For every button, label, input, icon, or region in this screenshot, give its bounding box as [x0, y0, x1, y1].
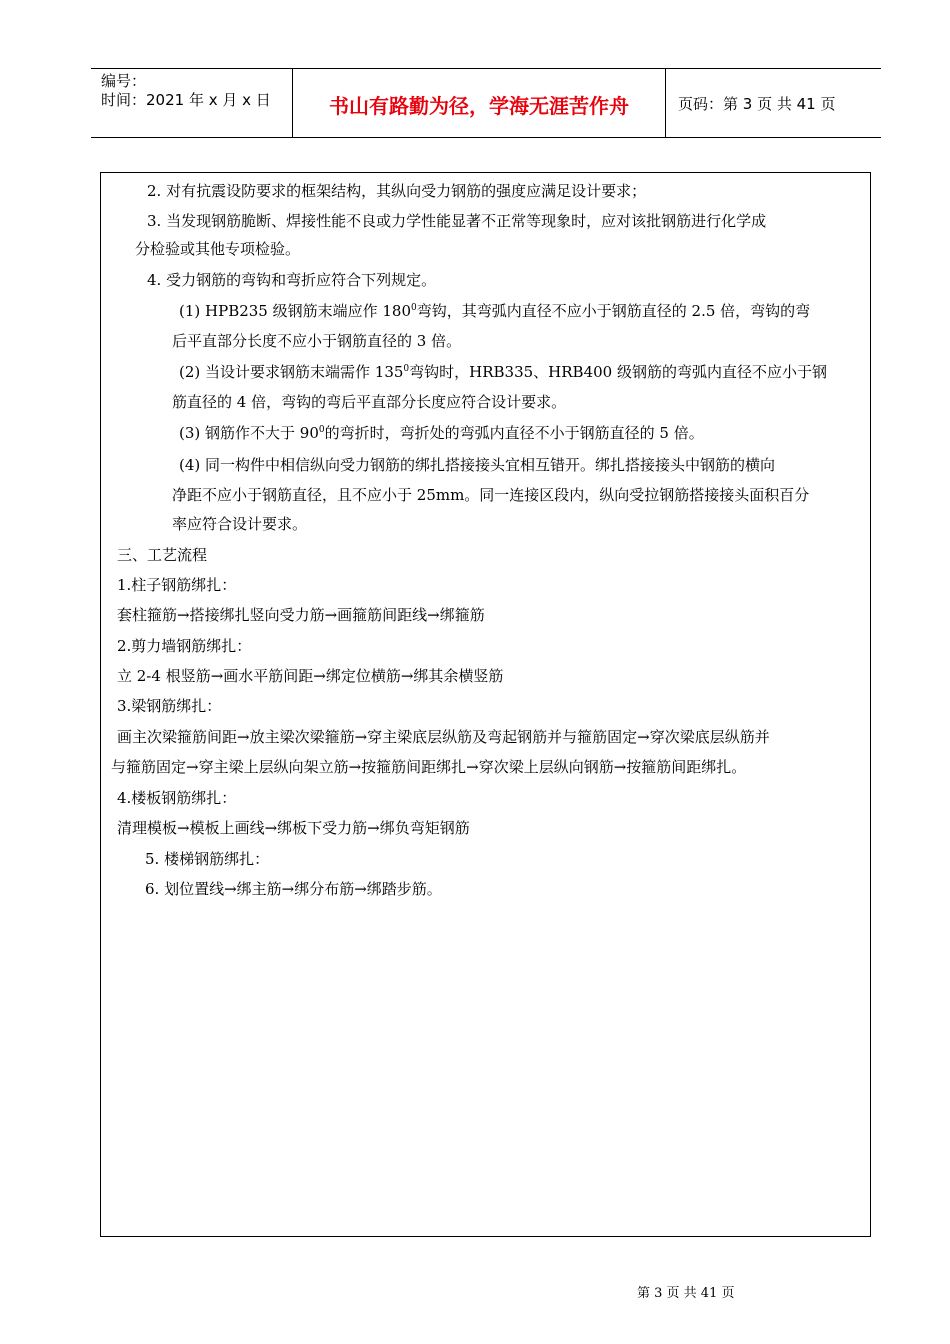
body-line: 筋直径的 4 倍，弯钩的弯后平直部分长度应符合设计要求。 — [172, 393, 567, 411]
body-line: 立 2-4 根竖筋→画水平筋间距→绑定位横筋→绑其余横竖筋 — [117, 667, 504, 685]
number-label: 编号： — [101, 72, 147, 90]
header-page-cell — [666, 69, 881, 137]
time-label: 时间：2021 年 x 月 x 日 — [101, 91, 271, 109]
body-line: (1) HPB235 级钢筋末端应作 $180^0$弯钩，其弯弧内直径不应小于钢筋直径的 2.5 倍，弯钩的弯 — [179, 302, 811, 320]
body-line: (3) 钢筋作不大于 $90^0$的弯折时，弯折处的弯弧内直径不小于钢筋直径的 5 倍。 — [179, 424, 704, 442]
body-line: 后平直部分长度不应小于钢筋直径的 3 倍。 — [172, 332, 462, 350]
body-line: 套柱箍筋→搭接绑扎竖向受力筋→画箍筋间距线→绑箍筋 — [117, 606, 485, 624]
header-motto-cell — [292, 69, 666, 137]
header-meta-cell — [91, 69, 292, 137]
body-line: 3. 当发现钢筋脆断、焊接性能不良或力学性能显著不正常等现象时，应对该批钢筋进行化学成 — [147, 212, 767, 230]
body-line: 2.剪力墙钢筋绑扎： — [117, 637, 252, 655]
body-line: 画主次梁箍筋间距→放主梁次梁箍筋→穿主梁底层纵筋及弯起钢筋并与箍筋固定→穿次梁底层纵筋并 — [117, 728, 770, 746]
body-line: 4. 受力钢筋的弯钩和弯折应符合下列规定。 — [147, 271, 437, 289]
body-line: 与箍筋固定→穿主梁上层纵向架立筋→按箍筋间距绑扎→穿次梁上层纵向钢筋→按箍筋间距绑扎。 — [111, 758, 747, 776]
page-code: 页码：第 3 页 共 41 页 — [678, 95, 836, 113]
body-line: 5. 楼梯钢筋绑扎： — [145, 850, 270, 868]
section-heading: 三、工艺流程 — [117, 546, 208, 564]
body-line: 2. 对有抗震设防要求的框架结构，其纵向受力钢筋的强度应满足设计要求； — [147, 182, 647, 200]
body-line: 净距不应小于钢筋直径，且不应小于 25mm。同一连接区段内，纵向受拉钢筋搭接接头面积百分 — [172, 486, 810, 504]
degree-sup: 0 — [403, 364, 410, 374]
body-line: 清理模板→模板上画线→绑板下受力筋→绑负弯矩钢筋 — [117, 819, 470, 837]
page-footer: 第 3 页 共 41 页 — [637, 1286, 735, 1301]
motto: 书山有路勤为径，学海无涯苦作舟 — [329, 94, 629, 118]
page-header — [91, 68, 881, 138]
degree-sup: 0 — [411, 303, 417, 313]
body-line: (2) 当设计要求钢筋末端需作 $135^0$弯钩时，HRB335、HRB400 级钢筋的弯弧内直径不应小于钢 — [179, 363, 827, 381]
body-line: 率应符合设计要求。 — [172, 515, 308, 533]
content-box — [100, 172, 871, 1237]
body-line: 分检验或其他专项检验。 — [135, 240, 301, 258]
body-line: 6. 划位置线→绑主筋→绑分布筋→绑踏步筋。 — [145, 880, 442, 898]
body-line: (4) 同一构件中相信纵向受力钢筋的绑扎搭接接头宜相互错开。绑扎搭接接头中钢筋的横向 — [179, 456, 776, 474]
body-line: 1.柱子钢筋绑扎： — [117, 576, 237, 594]
body-line: 4.楼板钢筋绑扎： — [117, 789, 237, 807]
body-line: 3.梁钢筋绑扎： — [117, 697, 222, 715]
degree-sup: 0 — [318, 425, 325, 435]
